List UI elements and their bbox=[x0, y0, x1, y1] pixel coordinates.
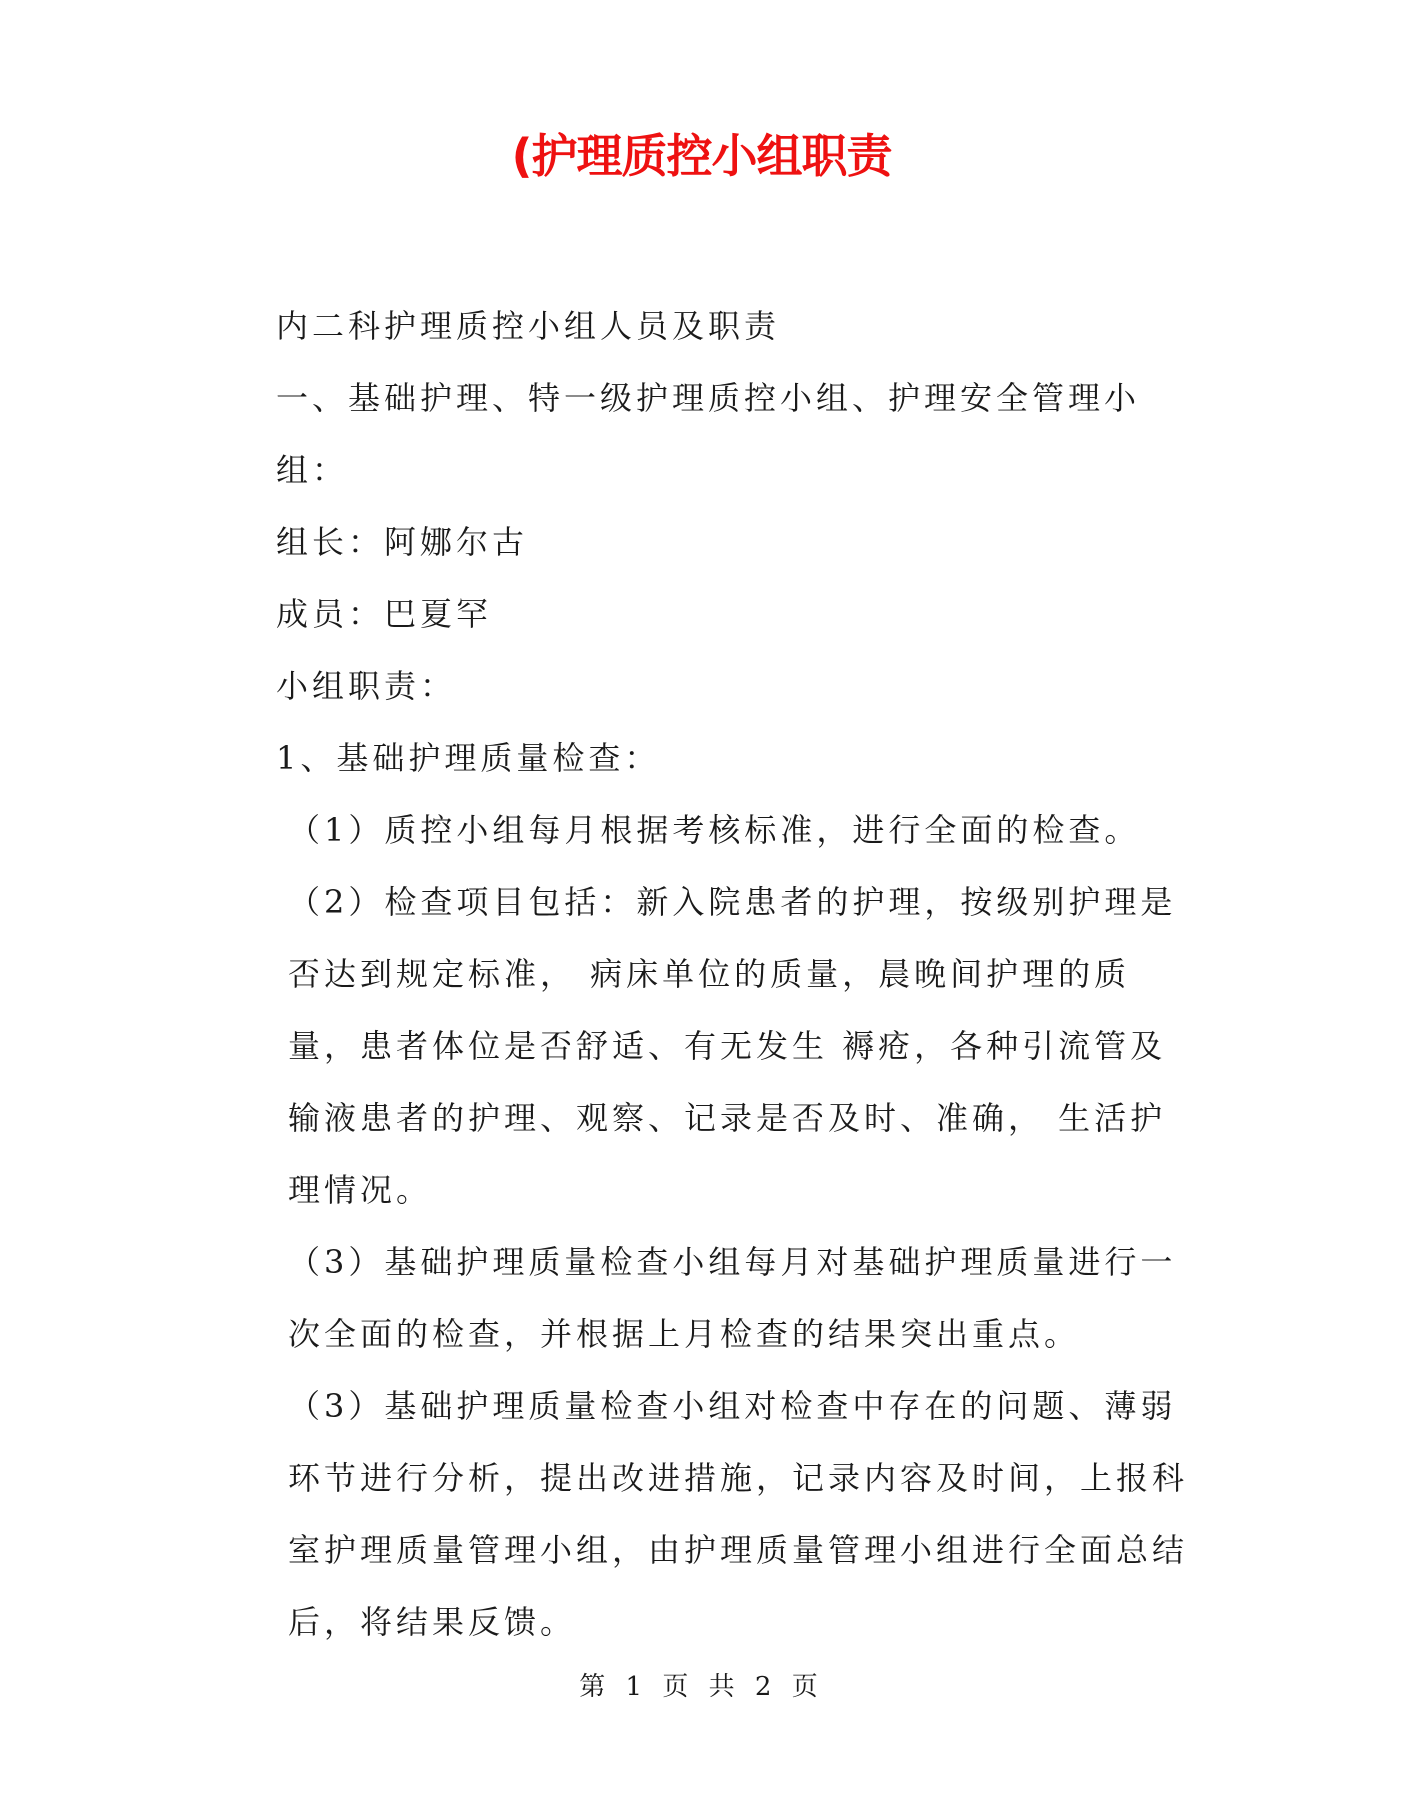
paragraph-duties-label: 小组职责： bbox=[276, 667, 457, 705]
paragraph-subitem-3a: （3）基础护理质量检查小组每月对基础护理质量进行一次全面的检查，并根据上月检查的结果突出重点。 bbox=[288, 1243, 1177, 1353]
paragraph-leader: 组长：阿娜尔古 bbox=[276, 523, 529, 561]
paragraph-section-one: 一、基础护理、特一级护理质控小组、护理安全管理小组： bbox=[276, 379, 1141, 489]
paragraph-members: 成员：巴夏罕 bbox=[276, 595, 493, 633]
paragraph-item-1: 1、基础护理质量检查： bbox=[276, 739, 661, 777]
document-body bbox=[208, 290, 1198, 1658]
paragraph-subitem-1: （1）质控小组每月根据考核标准，进行全面的检查。 bbox=[288, 811, 1141, 849]
page-number-footer: 第 1 页 共 2 页 bbox=[579, 1672, 824, 1702]
paragraph-subitem-3b: （3）基础护理质量检查小组对检查中存在的问题、薄弱环节进行分析，提出改进措施，记录内容及时间，上报科室护理质量管理小组，由护理质量管理小组进行全面总结后，将结果反馈。 bbox=[288, 1387, 1189, 1641]
paragraph-subitem-2: （2）检查项目包括：新入院患者的护理，按级别护理是否达到规定标准， 病床单位的质量，晨晚间护理的质量，患者体位是否舒适、有无发生 褥疮，各种引流管及输液患者的护理、观察、记录是否及时、准确， 生活护理情况。 bbox=[288, 883, 1177, 1209]
paragraph-heading: 内二科护理质控小组人员及职责 bbox=[276, 307, 781, 345]
document-title: (护理质控小组职责 bbox=[511, 129, 892, 183]
